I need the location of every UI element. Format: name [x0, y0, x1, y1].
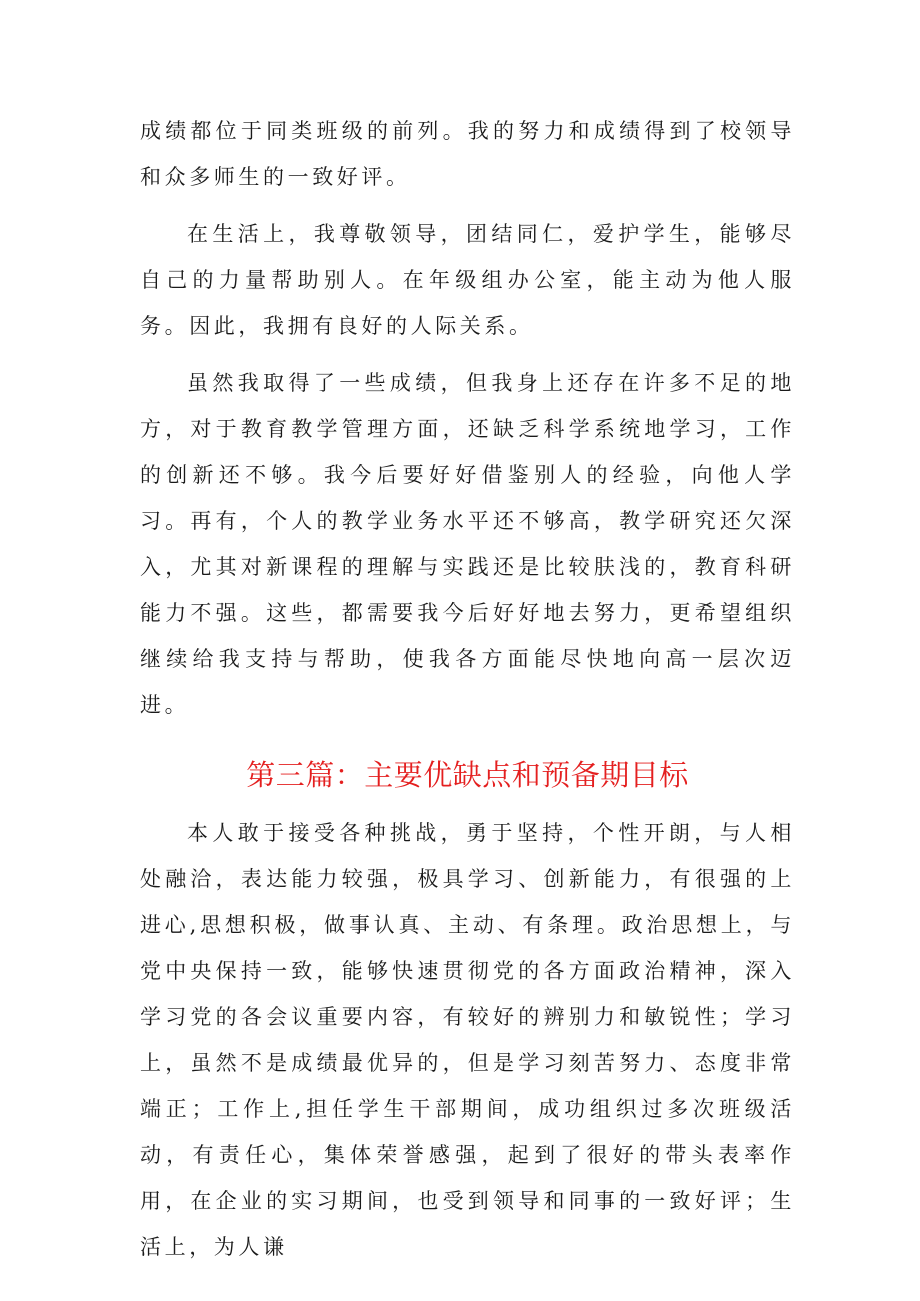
paragraph: 在生活上，我尊敬领导，团结同仁，爱护学生，能够尽自己的力量帮助别人。在年级组办公室，能主动为他人服务。因此，我拥有良好的人际关系。: [140, 222, 795, 338]
document-body: [140, 108, 795, 1281]
paragraph: 成绩都位于同类班级的前列。我的努力和成绩得到了校领导和众多师生的一致好评。: [140, 119, 795, 189]
section-heading: 第三篇：主要优缺点和预备期目标: [246, 758, 689, 792]
paragraph: 虽然我取得了一些成绩，但我身上还存在许多不足的地方，对于教育教学管理方面，还缺乏科学系统地学习，工作的创新还不够。我今后要好好借鉴别人的经验，向他人学习。再有，个人的教学业务水平还不够高，教学研究还欠深入，尤其对新课程的理解与实践还是比较肤浅的，教育科研能力不强。这些，都需要我今后好好地去努力，更希望组织继续给我支持与帮助，使我各方面能尽快地向高一层次迈进。: [140, 371, 795, 717]
paragraph: 本人敢于接受各种挑战，勇于坚持，个性开朗，与人相处融洽，表达能力较强，极具学习、创新能力，有很强的上进心,思想积极，做事认真、主动、有条理。政治思想上，与党中央保持一致，能够快速贯彻党的各方面政治精神，深入学习党的各会议重要内容，有较好的辨别力和敏锐性；学习上，虽然不是成绩最优异的，但是学习刻苦努力、态度非常端正；工作上,担任学生干部期间，成功组织过多次班级活动，有责任心，集体荣誉感强，起到了很好的带头表率作用，在企业的实习期间，也受到领导和同事的一致好评；生活上，为人谦: [140, 821, 795, 1259]
